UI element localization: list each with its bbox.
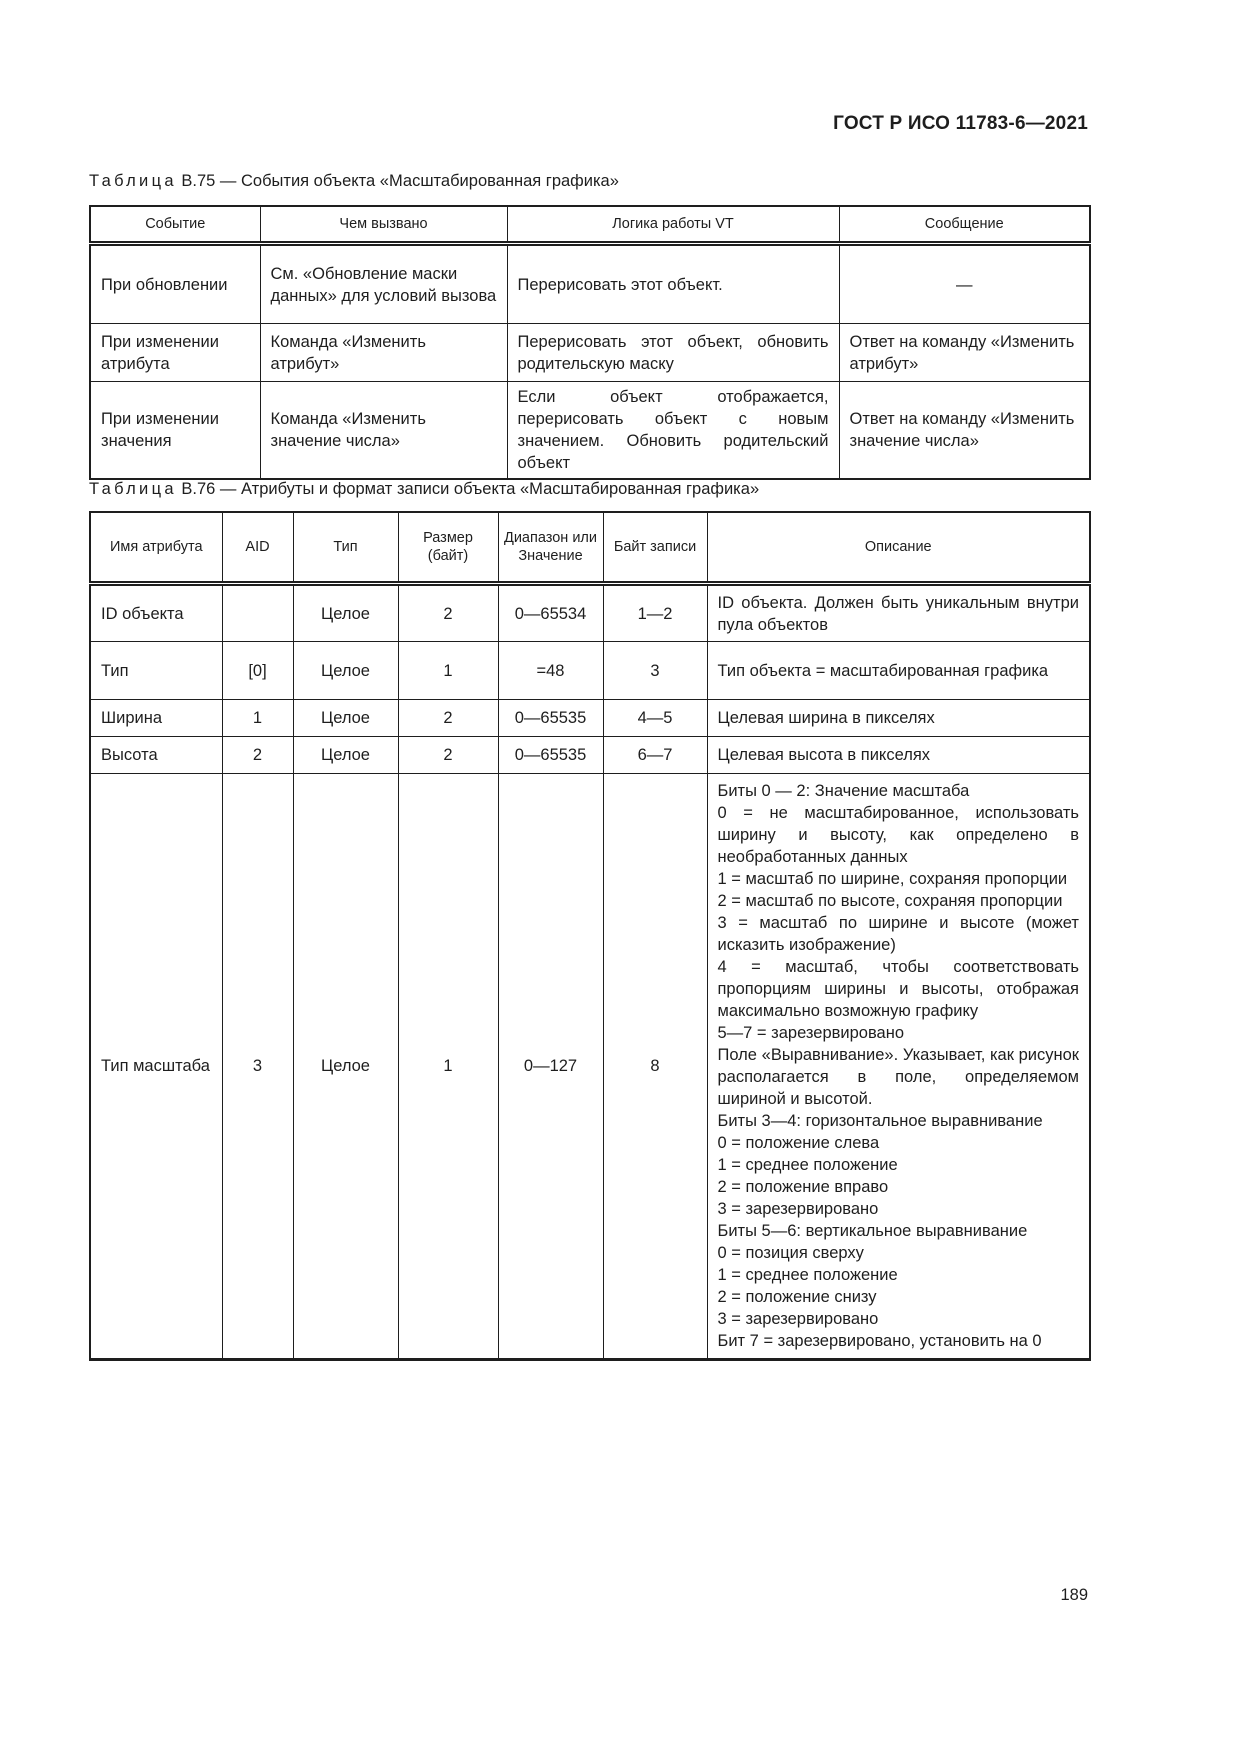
cell-message: Ответ на команду «Изменить атрибут» bbox=[839, 324, 1090, 382]
description-line: 4 = масштаб, чтобы соответствовать пропорциям ширины и высоты, отображая максимально возможную графику bbox=[717, 958, 1079, 1020]
caption-text: B.75 — События объекта «Масштабированная графика» bbox=[176, 172, 619, 190]
document-header: ГОСТ Р ИСО 11783-6—2021 bbox=[833, 113, 1088, 134]
column-header-size: Размер (байт) bbox=[398, 512, 498, 584]
table-row bbox=[90, 774, 1090, 1360]
column-header-message: Сообщение bbox=[839, 206, 1090, 244]
cell-size: 2 bbox=[398, 584, 498, 642]
cell-range: 0—65535 bbox=[498, 737, 603, 774]
cell-message: Ответ на команду «Изменить значение числа» bbox=[839, 382, 1090, 480]
caption-prefix: Таблица bbox=[89, 480, 177, 498]
cell-range: =48 bbox=[498, 642, 603, 700]
description-line: 0 = позиция сверху bbox=[717, 1244, 864, 1262]
cell-description bbox=[707, 774, 1090, 1360]
column-header-description: Описание bbox=[707, 512, 1090, 584]
description-line: Бит 7 = зарезервировано, установить на 0 bbox=[717, 1332, 1042, 1350]
caption-prefix: Таблица bbox=[89, 172, 177, 190]
table-header-row bbox=[90, 512, 1090, 584]
page-number: 189 bbox=[1060, 1586, 1088, 1604]
cell-description: Целевая высота в пикселях bbox=[707, 737, 1090, 774]
cell-logic: Если объект отображается, перерисовать объект с новым значением. Обновить родительский объект bbox=[507, 382, 839, 480]
description-line: 2 = масштаб по высоте, сохраняя пропорции bbox=[717, 892, 1063, 910]
description-line: 3 = зарезервировано bbox=[717, 1310, 879, 1328]
cell-type: Целое bbox=[293, 642, 398, 700]
table-row bbox=[90, 642, 1090, 700]
cell-cause: См. «Обновление маски данных» для условий вызова bbox=[260, 244, 507, 324]
cell-range: 0—65535 bbox=[498, 700, 603, 737]
description-line: 1 = среднее положение bbox=[717, 1266, 898, 1284]
cell-name: Тип масштаба bbox=[90, 774, 222, 1360]
description-line: 3 = зарезервировано bbox=[717, 1200, 879, 1218]
cell-type: Целое bbox=[293, 737, 398, 774]
cell-name: Высота bbox=[90, 737, 222, 774]
column-header-type: Тип bbox=[293, 512, 398, 584]
caption-text: B.76 — Атрибуты и формат записи объекта «Масштабированная графика» bbox=[176, 480, 760, 498]
table-row bbox=[90, 700, 1090, 737]
cell-aid: 2 bbox=[222, 737, 293, 774]
cell-cause: Команда «Изменить атрибут» bbox=[260, 324, 507, 382]
description-line: Поле «Выравнивание». Указывает, как рисунок располагается в поле, определяемом шириной и высотой. bbox=[717, 1046, 1079, 1108]
table-b75 bbox=[89, 205, 1091, 480]
cell-aid: 3 bbox=[222, 774, 293, 1360]
cell-logic: Перерисовать этот объект, обновить родительскую маску bbox=[507, 324, 839, 382]
cell-logic: Перерисовать этот объект. bbox=[507, 244, 839, 324]
cell-bytes: 8 bbox=[603, 774, 707, 1360]
table-b76 bbox=[89, 511, 1091, 1361]
column-header-name: Имя атрибута bbox=[90, 512, 222, 584]
column-header-event: Событие bbox=[90, 206, 260, 244]
column-header-range: Диапазон или Значение bbox=[498, 512, 603, 584]
cell-range: 0—127 bbox=[498, 774, 603, 1360]
column-header-cause: Чем вызвано bbox=[260, 206, 507, 244]
cell-size: 1 bbox=[398, 774, 498, 1360]
table-b75-caption bbox=[89, 172, 619, 191]
table-row bbox=[90, 382, 1090, 480]
cell-type: Целое bbox=[293, 774, 398, 1360]
cell-event: При обновлении bbox=[90, 244, 260, 324]
cell-bytes: 6—7 bbox=[603, 737, 707, 774]
description-line: Биты 0 — 2: Значение масштаба bbox=[717, 782, 970, 800]
cell-name: Ширина bbox=[90, 700, 222, 737]
description-line: Биты 3—4: горизонтальное выравнивание bbox=[717, 1112, 1043, 1130]
table-row bbox=[90, 324, 1090, 382]
cell-bytes: 4—5 bbox=[603, 700, 707, 737]
column-header-bytes: Байт записи bbox=[603, 512, 707, 584]
cell-size: 2 bbox=[398, 737, 498, 774]
table-header-row bbox=[90, 206, 1090, 244]
cell-size: 1 bbox=[398, 642, 498, 700]
cell-aid: 1 bbox=[222, 700, 293, 737]
cell-type: Целое bbox=[293, 584, 398, 642]
cell-cause: Команда «Изменить значение числа» bbox=[260, 382, 507, 480]
cell-bytes: 1—2 bbox=[603, 584, 707, 642]
cell-description: Тип объекта = масштабированная графика bbox=[707, 642, 1090, 700]
cell-description: Целевая ширина в пикселях bbox=[707, 700, 1090, 737]
cell-event: При изменении значения bbox=[90, 382, 260, 480]
cell-message: — bbox=[839, 244, 1090, 324]
table-row bbox=[90, 244, 1090, 324]
column-header-aid: AID bbox=[222, 512, 293, 584]
cell-aid bbox=[222, 584, 293, 642]
column-header-logic: Логика работы VT bbox=[507, 206, 839, 244]
cell-size: 2 bbox=[398, 700, 498, 737]
cell-type: Целое bbox=[293, 700, 398, 737]
table-row bbox=[90, 737, 1090, 774]
cell-range: 0—65534 bbox=[498, 584, 603, 642]
cell-name: Тип bbox=[90, 642, 222, 700]
description-line: 5—7 = зарезервировано bbox=[717, 1024, 905, 1042]
description-line: 1 = масштаб по ширине, сохраняя пропорции bbox=[717, 870, 1068, 888]
table-b76-caption bbox=[89, 480, 759, 499]
cell-description: ID объекта. Должен быть уникальным внутри пула объектов bbox=[707, 584, 1090, 642]
description-line: 3 = масштаб по ширине и высоте (может исказить изображение) bbox=[717, 914, 1079, 954]
description-line: 0 = положение слева bbox=[717, 1134, 880, 1152]
cell-aid: [0] bbox=[222, 642, 293, 700]
description-line: 1 = среднее положение bbox=[717, 1156, 898, 1174]
description-line: 2 = положение вправо bbox=[717, 1178, 889, 1196]
description-line: 2 = положение снизу bbox=[717, 1288, 877, 1306]
cell-name: ID объекта bbox=[90, 584, 222, 642]
description-line: Биты 5—6: вертикальное выравнивание bbox=[717, 1222, 1028, 1240]
cell-bytes: 3 bbox=[603, 642, 707, 700]
description-line: 0 = не масштабированное, использовать ширину и высоту, как определено в необработанных данных bbox=[717, 804, 1079, 866]
cell-event: При изменении атрибута bbox=[90, 324, 260, 382]
table-row bbox=[90, 584, 1090, 642]
